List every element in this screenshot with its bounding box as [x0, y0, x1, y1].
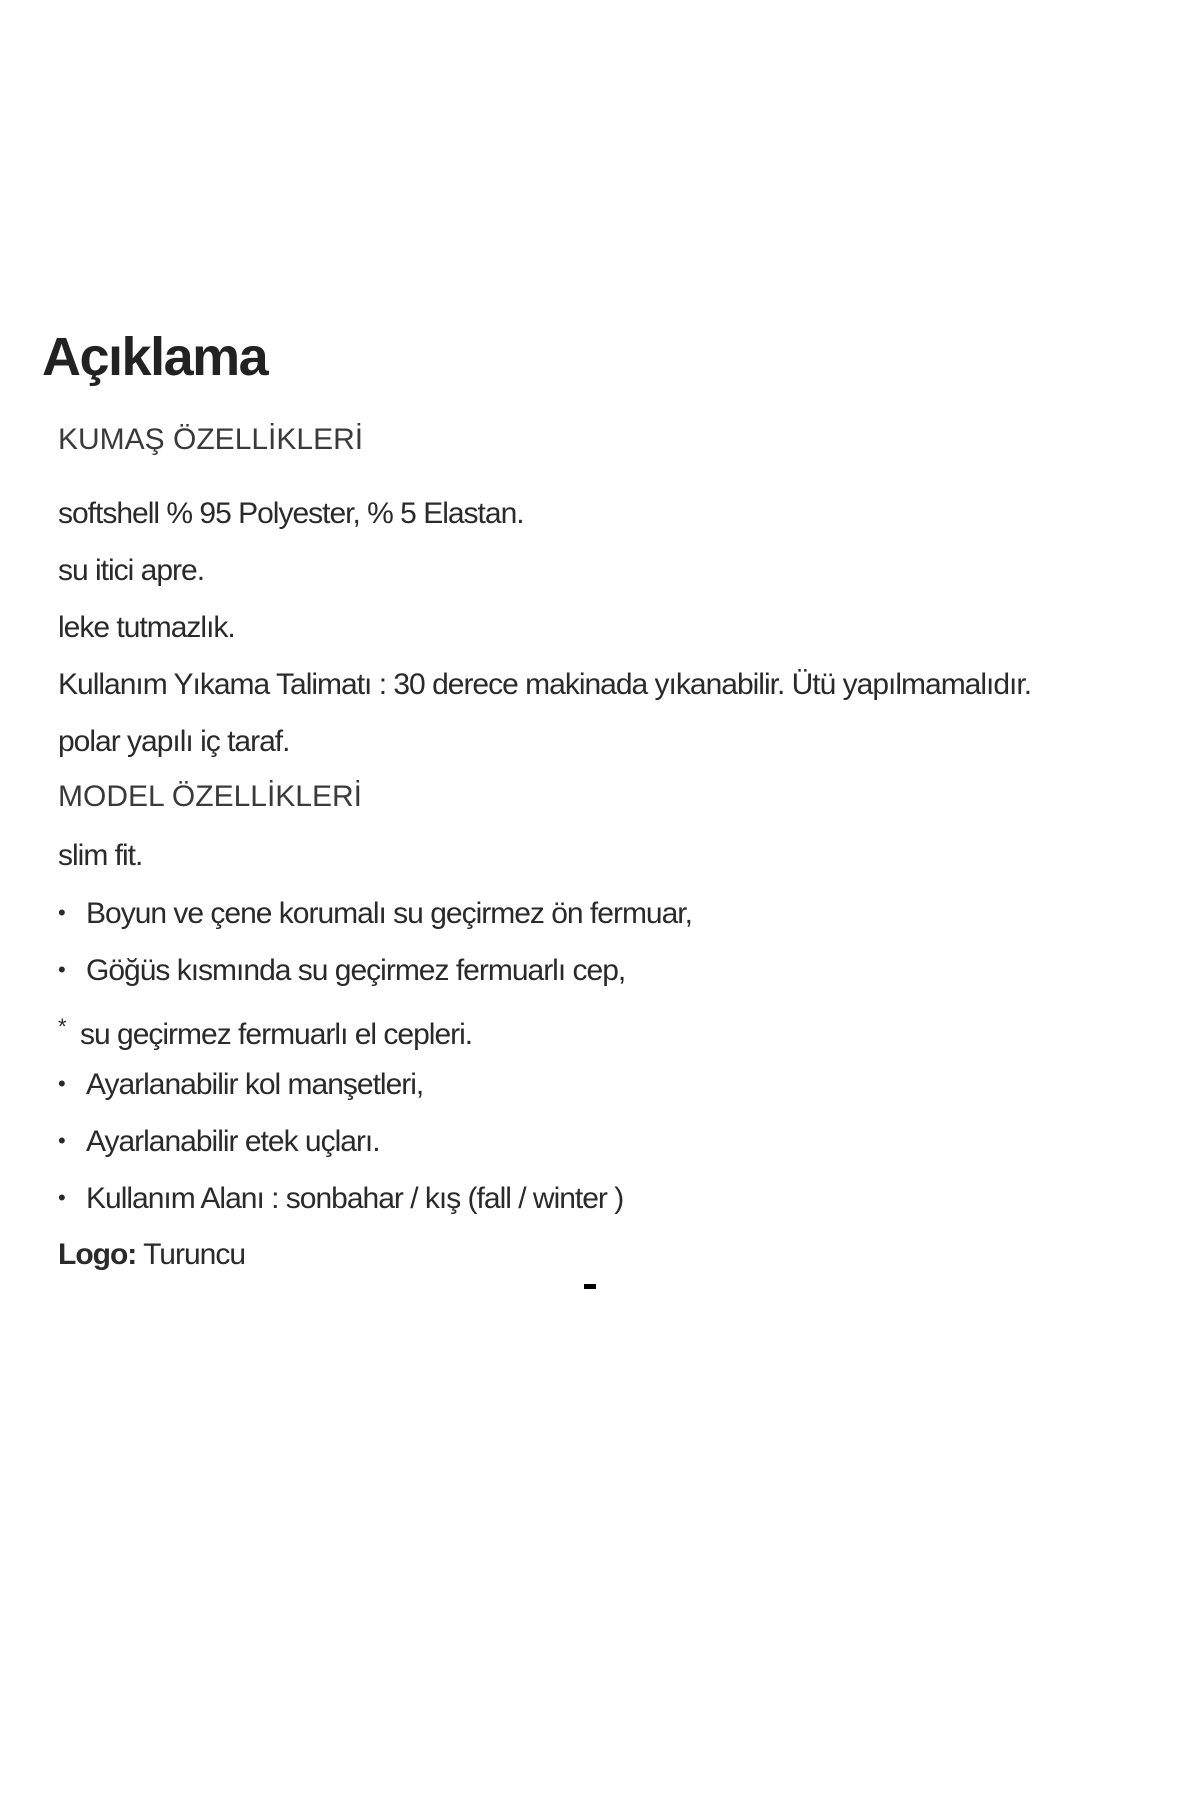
- feature-text: Ayarlanabilir kol manşetleri,: [86, 1068, 424, 1101]
- fabric-heading: KUMAŞ ÖZELLİKLERİ: [58, 423, 364, 456]
- feature-text: Kullanım Alanı : sonbahar / kış (fall / winter ): [86, 1182, 624, 1215]
- logo-label: Logo:: [58, 1238, 137, 1271]
- fabric-stain: leke tutmazlık.: [58, 611, 235, 644]
- list-item: [58, 950, 625, 991]
- bullet-marker: •: [58, 1128, 65, 1153]
- list-item: [58, 1007, 472, 1055]
- star-marker: *: [58, 1014, 66, 1039]
- page-title: Açıklama: [42, 327, 268, 387]
- logo-info: [58, 1235, 245, 1275]
- bullet-marker: •: [58, 957, 65, 982]
- bullet-marker: •: [58, 1071, 65, 1096]
- feature-text: su geçirmez fermuarlı el cepleri.: [80, 1018, 473, 1051]
- model-heading: MODEL ÖZELLİKLERİ: [58, 780, 362, 813]
- bullet-marker: •: [58, 1185, 65, 1210]
- model-fit: slim fit.: [58, 839, 143, 872]
- bullet-marker: •: [58, 900, 65, 925]
- feature-text: Ayarlanabilir etek uçları.: [86, 1125, 380, 1158]
- list-item: [58, 1064, 423, 1105]
- fabric-lining: polar yapılı iç taraf.: [58, 725, 290, 758]
- list-item: [58, 893, 692, 934]
- feature-text: Göğüs kısmında su geçirmez fermuarlı cep,: [86, 954, 626, 987]
- fabric-wash-instructions: Kullanım Yıkama Talimatı : 30 derece makinada yıkanabilir. Ütü yapılmamalıdır.: [58, 668, 1032, 701]
- list-item: [58, 1121, 380, 1162]
- fabric-finish: su itici apre.: [58, 554, 205, 587]
- logo-color: Turuncu: [136, 1238, 246, 1271]
- decorative-dash: [584, 1284, 596, 1289]
- list-item: [58, 1178, 623, 1219]
- fabric-composition: softshell % 95 Polyester, % 5 Elastan.: [58, 497, 524, 530]
- feature-text: Boyun ve çene korumalı su geçirmez ön fermuar,: [86, 897, 692, 930]
